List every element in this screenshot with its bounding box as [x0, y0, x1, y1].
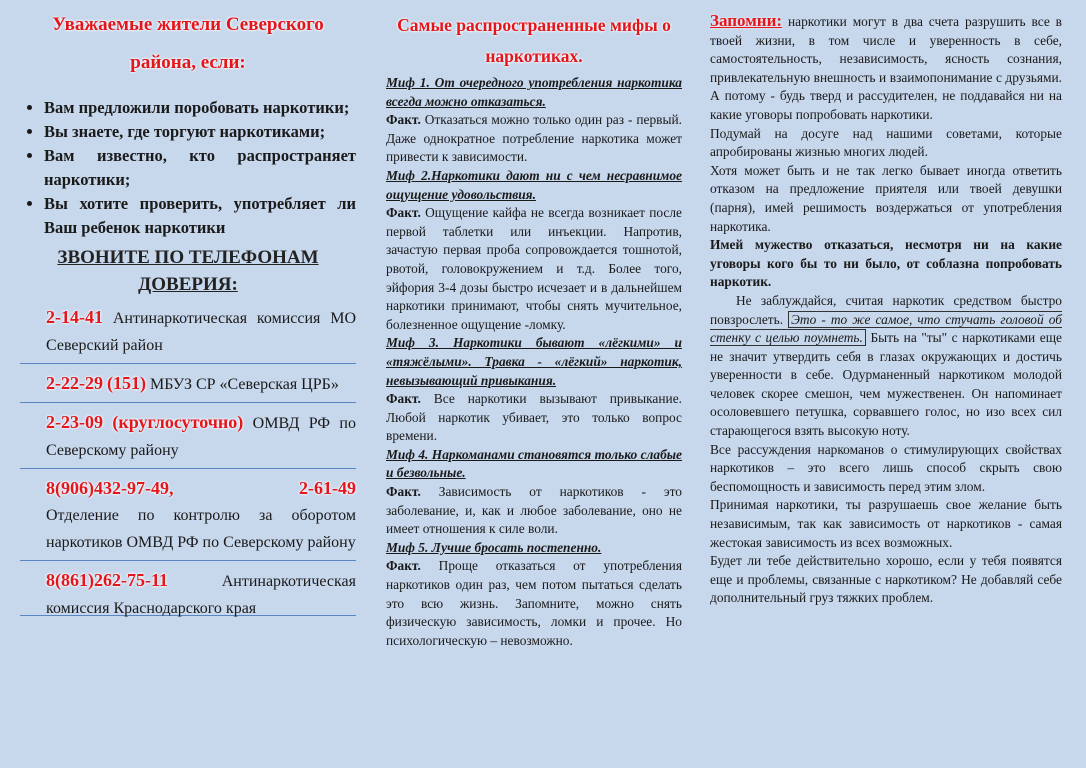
phone-number: 8(861)262-75-11 — [46, 570, 168, 590]
fact-text — [386, 111, 682, 167]
phone-number: 2-23-09 — [46, 412, 103, 432]
condition-list — [20, 96, 356, 240]
fact-label: Факт. — [386, 558, 421, 574]
remember-label: Запомни: — [710, 11, 783, 30]
fact-body: Проще отказаться от употребления наркотиков один раз, чем потом пытаться сделать это всю жизнь. Запомните, можно снять физическую зависимость, ломки и прочее. Но психологическую – невозможно. — [386, 558, 682, 648]
fact-text — [386, 390, 682, 446]
advice-body — [710, 12, 1062, 608]
fact-text — [386, 557, 682, 650]
residents-heading: Уважаемые жители Северского района, если: — [52, 14, 324, 73]
phone-description: МБУЗ СР «Северская ЦРБ» — [150, 376, 339, 393]
fact-label: Факт. — [386, 205, 421, 221]
phone-note: (круглосуточно) — [112, 412, 244, 432]
right-column — [710, 0, 1062, 608]
phone-entry — [20, 561, 356, 616]
fact-text — [386, 204, 682, 334]
list-item: • Вы хотите проверить, употребляет ли Ваш ребенок наркотики — [44, 192, 356, 240]
boxed-quote: Это - то же самое, что стучать головой об стенку с целью поумнеть. — [710, 311, 1062, 346]
myths-heading: Самые распространенные мифы о наркотиках. — [397, 15, 671, 66]
paragraph: Все рассуждения наркоманов о стимулирующих свойствах наркотиков – это всего лишь способ скрыть свою беспомощность и зависимость перед этим злом. — [710, 441, 1062, 494]
phone-extension: (151) — [107, 373, 146, 393]
phone-entry — [20, 298, 356, 364]
phone-description: Антинаркотическая комиссия Краснодарского края — [46, 573, 356, 617]
paragraph-text: Быть на "ты" с наркотиками еще не значит утвердить себя в глазах окружающих и достичь уверенности в себе. Одурманенный наркотиком молодой человек скорее смешон, чем мужественен. Он напоминает осоловевшего петушка, сорвавшего голос, но изо всех сил старающегося взять высокую ноту. — [710, 330, 1062, 439]
paragraph: Принимая наркотики, ты разрушаешь свое желание быть независимым, так как зависимость от наркотиков - самая жестокая зависимость из всех возможных. — [710, 497, 1062, 550]
paragraph: Подумай на досуге над нашими советами, которые апробированы жизнью многих людей. — [710, 125, 1062, 160]
phone-description: Отделение по контролю за оборотом наркотиков ОМВД РФ по Северскому району — [46, 507, 356, 551]
paragraph: Хотя может быть и не так легко бывает иногда ответить отказом на предложение приятеля или твоей девушки (парня), имей решимость воздержаться от употребления наркотика. — [710, 162, 1062, 234]
myth-title: Миф 4. Наркоманами становятся только слабые и безвольные. — [386, 446, 682, 481]
list-item: • Вы знаете, где торгуют наркотиками; — [44, 120, 356, 144]
myth-title: Миф 2.Наркотики дают ни с чем несравнимое ощущение удовольствия. — [386, 167, 682, 202]
phone-entry — [20, 364, 356, 403]
phone-number-alt: 2-61-49 — [299, 478, 356, 498]
fact-body: Ощущение кайфа не всегда возникает после первой таблетки или инъекции. Напротив, зачастую первая проба сопровождается тошнотой, рвотой, головокружением и т.д. Более того, эйфория 3-4 дозы быстро исчезает и в дальнейшем наркотики принимают, чтобы снять мучительное, болезненное ощущение -ломку. — [386, 205, 682, 332]
phone-number: 2-14-41 — [46, 307, 103, 327]
bold-paragraph: Имей мужество отказаться, несмотря ни на какие уговоры кого бы то ни было, от соблазна попробовать наркотик. — [710, 237, 1062, 290]
list-item: • Вам известно, кто распространяет наркотики; — [44, 144, 356, 192]
fact-label: Факт. — [386, 391, 421, 407]
call-heading: ЗВОНИТЕ ПО ТЕЛЕФОНАМ ДОВЕРИЯ: — [57, 247, 319, 295]
left-column — [20, 0, 356, 616]
phone-number: 2-22-29 — [46, 373, 103, 393]
phone-entry — [20, 469, 356, 561]
paragraph — [710, 292, 1062, 441]
phone-description: ОМВД РФ по Северскому району — [46, 415, 356, 459]
fact-body: Все наркотики вызывают привыкание. Любой наркотик убивает, это только вопрос времени. — [386, 391, 682, 444]
fact-label: Факт. — [386, 484, 421, 500]
myth-title: Миф 1. От очередного употребления наркотика всегда можно отказаться. — [386, 75, 682, 109]
fact-body: Зависимость от наркотиков - это заболевание, и, как и любое заболевание, оно не имеет отношения к силе воли. — [386, 484, 682, 537]
fact-label: Факт. — [386, 112, 421, 128]
fact-text — [386, 483, 682, 539]
phone-number: 8(906)432-97-49, — [46, 478, 174, 498]
phone-entry — [20, 403, 356, 469]
paragraph-text: Не заблуждайся, считая наркотик средством быстро повзрослеть. — [710, 292, 1062, 327]
myth-title: Миф 5. Лучше бросать постепенно. — [386, 539, 602, 555]
paragraph: Будет ли тебе действительно хорошо, если у тебя появятся еще и проблемы, связанные с наркотиком? Не добавляй себе дополнительный груз тяжких проблем. — [710, 553, 1062, 606]
fact-body: Отказаться можно только один раз - первый. Даже однократное потребление наркотика может привести к зависимости. — [386, 112, 682, 165]
myths-body — [386, 74, 682, 650]
list-item: • Вам предложили поробовать наркотики; — [44, 96, 356, 120]
middle-column — [386, 0, 682, 650]
paragraph — [710, 12, 1062, 125]
myth-title: Миф 3. Наркотики бывают «лёгкими» и «тяжёлыми». Травка - «лёгкий» наркотик, невызывающий привыкания. — [386, 335, 682, 388]
phone-description: Антинаркотическая комиссия МО Северский район — [46, 310, 357, 354]
paragraph-text: наркотики могут в два счета разрушить все в твоей жизни, в том числе и уверенность в себе, самостоятельность, независимость, ясность сознания, привлекательную внешность и взаимопонимание с друзьями. А потому - будь тверд и рассудителен, не поддавайся ни на какие уговоры попробовать наркотики. — [710, 14, 1062, 122]
